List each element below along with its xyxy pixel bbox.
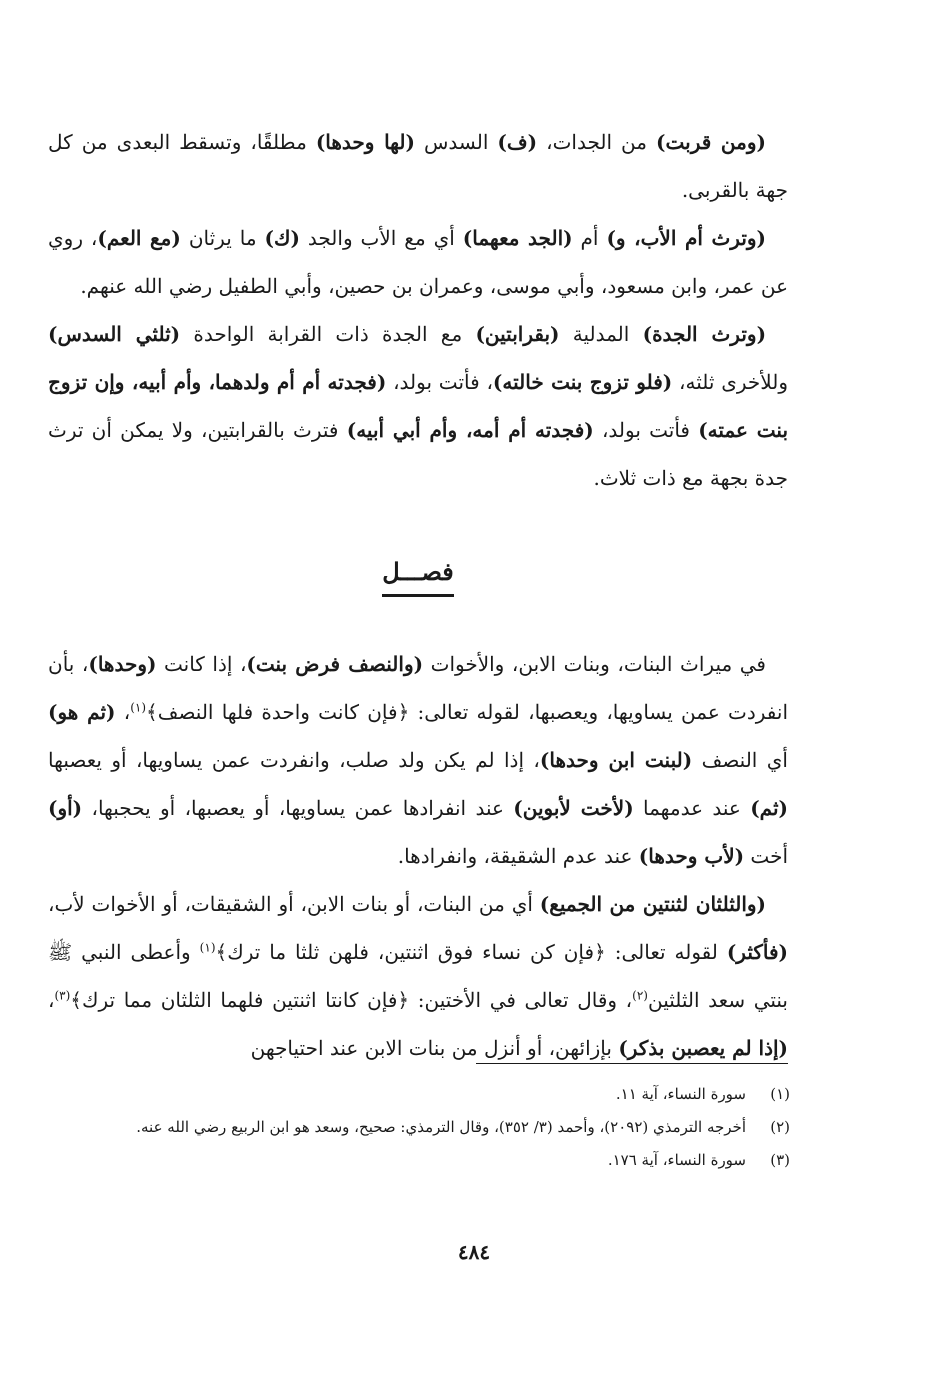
text-run: ، فأتت بولد، <box>386 370 493 394</box>
footnote <box>40 1144 790 1177</box>
bold-text-run: (فجدته أم أمه، وأم أبي أبيه) <box>346 418 594 442</box>
text-run: فترث بالقرابتين، ولا يمكن أن ترث جدة بجهة مع ذات ثلاث. <box>48 418 788 490</box>
bold-text-run: (وحدها) <box>88 652 157 676</box>
bold-text-run: (وترث الجدة) <box>642 322 767 346</box>
text-run: ، إذا كانت <box>156 652 247 676</box>
text-run: ما يرثان <box>180 226 265 250</box>
footnote-reference: (٢) <box>632 988 648 1003</box>
bold-text-run: (ثم) <box>750 796 788 820</box>
footnote-reference: (١) <box>130 700 147 715</box>
paragraph <box>48 880 788 1072</box>
text-run: في ميراث البنات، وبنات الابن، والأخوات <box>423 652 766 676</box>
text-run: مع الجدة ذات القرابة الواحدة <box>180 322 476 346</box>
text-run: أخت <box>744 844 788 868</box>
footnote-separator <box>476 1063 788 1064</box>
text-run: أم <box>572 226 607 250</box>
footnote-text: أخرجه الترمذي (٢٠٩٢)، وأحمد (٣/ ٣٥٢)، وقال الترمذي: صحيح، وسعد هو ابن الربيع رضي الله عنه. <box>136 1118 746 1136</box>
bold-text-run: (والثلثان لثنتين من الجميع) <box>539 892 766 916</box>
footnote-number: (١) <box>770 1085 790 1103</box>
text-run: بإزائهن، أو أنزل من بنات الابن عند احتياجهن <box>250 1036 619 1060</box>
text-run: وللأخرى ثلثه، <box>672 370 788 394</box>
text-run: أي من البنات، أو بنات الابن، أو الشقيقات، أو الأخوات لأب، <box>48 892 540 916</box>
footnote <box>40 1078 790 1111</box>
bold-text-run: (وترث أم الأب، و) <box>606 226 767 250</box>
bold-text-run: (ثم هو) <box>48 700 116 724</box>
footnote-number: (٣) <box>770 1151 790 1169</box>
footnote-number: (٢) <box>770 1118 790 1136</box>
text-run: عند انفرادها عمن يساويها، أو يعصبها، أو يحجبها، <box>82 796 514 820</box>
section-heading-underline <box>382 594 454 597</box>
bold-text-run: (فأكثر) <box>726 940 788 964</box>
text-run: ، وقال تعالى في الأختين: ﴿فإن كانتا اثنتين فلهما الثلثان مما ترك﴾ <box>70 988 633 1012</box>
bold-text-run: (ك) <box>264 226 300 250</box>
page-number: ٤٨٤ <box>457 1240 491 1264</box>
top-paragraphs <box>48 118 788 502</box>
text-run: لقوله تعالى: ﴿فإن كن نساء فوق اثنتين، فلهن ثلثا ما ترك﴾ <box>215 940 727 964</box>
text-run: أي مع الأب والجد <box>299 226 463 250</box>
text-run: مطلقًا، وتسقط البعدى من كل جهة بالقربى. <box>48 130 788 202</box>
bold-text-run: (الجد معهما) <box>462 226 573 250</box>
bold-text-run: (لأب وحدها) <box>638 844 745 868</box>
paragraph <box>48 214 788 310</box>
footnotes <box>40 1078 790 1177</box>
text-run: من الجدات، <box>537 130 657 154</box>
text-run: فأتت بولد، <box>593 418 699 442</box>
bold-text-run: (ومن قربت) <box>656 130 766 154</box>
section-heading-text: فصـــل <box>382 557 454 586</box>
text-run: ، إذا لم يكن ولد صلب، وانفردت عمن يساويها، أو يعصبها <box>48 748 540 772</box>
footnote <box>40 1111 790 1144</box>
text-run: ، روي عن عمر، وابن مسعود، وأبي موسى، وعمران بن حصين، وأبي الطفيل رضي الله عنهم. <box>48 226 788 298</box>
text-run: أي النصف <box>692 748 788 772</box>
text-run: السدس <box>414 130 498 154</box>
bold-text-run: (فلو تزوج بنت خالته) <box>492 370 673 394</box>
bold-text-run: (بقرابتين) <box>475 322 560 346</box>
bold-text-run: (أو) <box>48 796 83 820</box>
text-run: ، <box>115 700 131 724</box>
section-heading <box>48 552 788 592</box>
paragraph <box>48 118 788 214</box>
text-run: ، بأن انفردت عمن يساويها، ويعصبها، لقوله تعالى: ﴿فإن كانت واحدة فلها النصف﴾ <box>48 652 789 724</box>
bottom-paragraphs <box>48 640 788 1072</box>
text-run: وأعطى النبي ﷺ بنتي سعد الثلثين <box>48 940 788 1012</box>
bold-text-run: (لها وحدها) <box>315 130 415 154</box>
footnote-text: سورة النساء، آية ١٧٦. <box>607 1151 746 1169</box>
bold-text-run: (لبنت ابن وحدها) <box>539 748 693 772</box>
text-run: عند عدم الشقيقة، وانفرادها. <box>397 844 639 868</box>
text-run: عند عدمهما <box>633 796 751 820</box>
bold-text-run: (إذا لم يعصبن بذكر) <box>618 1036 788 1060</box>
bold-text-run: (ثلثي السدس) <box>48 322 181 346</box>
footnote-reference: (١) <box>199 940 216 955</box>
page-body <box>48 118 788 1072</box>
text-run: المدلية <box>559 322 643 346</box>
bold-text-run: (والنصف فرض بنت) <box>246 652 424 676</box>
text-run: ، <box>48 988 55 1012</box>
bold-text-run: (فجدته أم أم ولدهما، وأم أبيه، وإن تزوج بنت عمته) <box>48 370 789 442</box>
footnote-text: سورة النساء، آية ١١. <box>615 1085 746 1103</box>
bold-text-run: (مع العم) <box>97 226 181 250</box>
bold-text-run: (لأخت لأبوين) <box>513 796 634 820</box>
paragraph <box>48 640 788 880</box>
bold-text-run: (ف) <box>497 130 538 154</box>
paragraph <box>48 310 788 502</box>
footnote-reference: (٣) <box>54 988 71 1003</box>
